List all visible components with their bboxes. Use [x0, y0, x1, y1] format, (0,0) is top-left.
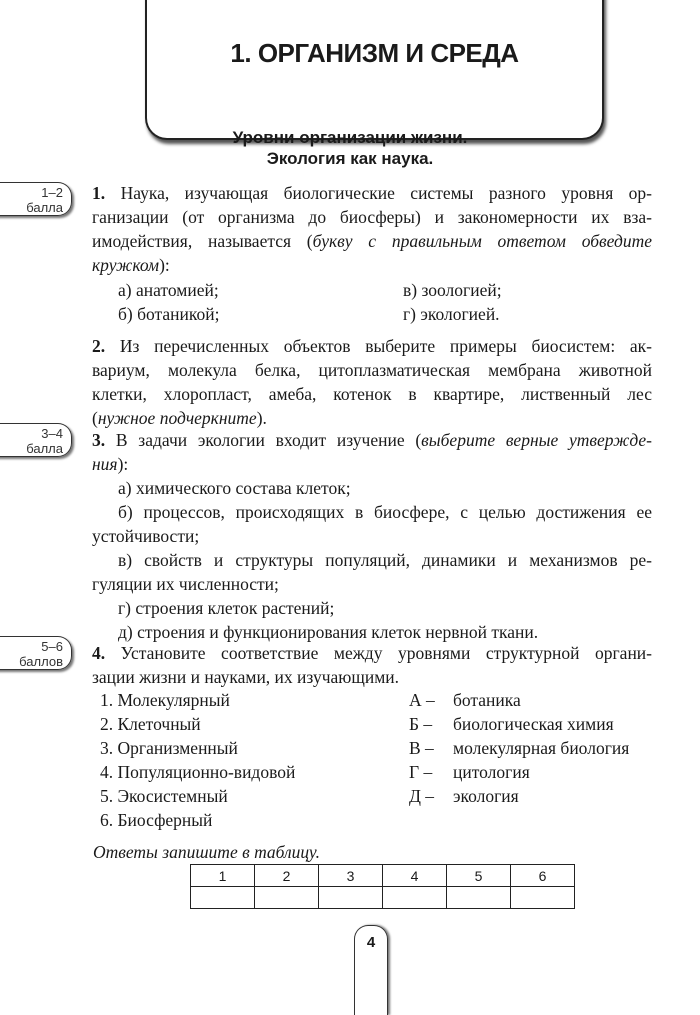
- answer-cell[interactable]: [383, 887, 447, 909]
- level-item: 2. Клеточный: [100, 714, 201, 734]
- chapter-header-box: [145, 0, 604, 140]
- points-badge-q1: 1–2 балла: [0, 182, 72, 216]
- levels-list: [100, 688, 295, 832]
- answer-cell[interactable]: [319, 887, 383, 909]
- table-header-row: 1 2 3 4 5 6: [191, 865, 575, 887]
- level-item: 5. Экосистемный: [100, 786, 228, 806]
- science-item: В – молекулярная биология: [409, 738, 630, 758]
- table-answer-row: [191, 887, 575, 909]
- question-3: 3. В задачи экологии входит изучение (выберите верные утвержде- ния): а) химического состава клеток; б) процессов, происходящих в биосфере, с целью достижения ее устойчивости; в) свойств и структуры популяций, динамики и механизмов ре- гуляции их численности; г) строения клеток растений; д) строения и функционирования клеток нервной ткани.: [92, 430, 653, 642]
- option-v[interactable]: в) зоологией;: [403, 280, 502, 300]
- level-item: 3. Организменный: [100, 738, 238, 758]
- section-subtitle-line-2: Экология как наука.: [266, 149, 434, 168]
- question-1: 1. Наука, изучающая биологические системы разного уровня ор- ганизации (от организма до биосферы) и закономерности их вза- имодействия, называется (букву с правильным ответом обведите кружком):: [92, 183, 653, 275]
- level-item: 6. Биосферный: [100, 810, 213, 830]
- page-number: 4: [354, 925, 388, 1015]
- points-badge-q3: 3–4 балла: [0, 423, 72, 457]
- option-b[interactable]: б) ботаникой;: [118, 304, 220, 324]
- points-badge-q4: 5–6 баллов: [0, 636, 72, 670]
- answer-cell[interactable]: [447, 887, 511, 909]
- level-item: 1. Молекулярный: [100, 690, 230, 710]
- option-g[interactable]: г) экологией.: [403, 304, 500, 324]
- answer-table: [190, 864, 575, 909]
- chapter-title: 1. ОРГАНИЗМ И СРЕДА: [230, 38, 519, 68]
- answer-cell[interactable]: [255, 887, 319, 909]
- question-2: 2. Из перечисленных объектов выберите примеры биосистем: ак- вариум, молекула белка, цитоплазматическая мембрана животной клетки, хлоропласт, амеба, котенок в квартире, лиственный лес (нужное подчеркните).: [92, 336, 652, 428]
- question-4: 4. Установите соответствие между уровнями структурной органи- зации жизни и науками, их изучающими.: [92, 643, 653, 687]
- section-subtitle-line-1: Уровни организации жизни.: [232, 128, 468, 147]
- option-a[interactable]: а) анатомией;: [118, 280, 219, 300]
- science-item: Б – биологическая химия: [409, 714, 614, 734]
- science-item: А – ботаника: [409, 690, 521, 710]
- science-item: Д – экология: [409, 786, 519, 806]
- science-item: Г – цитология: [409, 762, 530, 782]
- answer-cell[interactable]: [191, 887, 255, 909]
- q1-options-right: [403, 278, 502, 326]
- q1-options-left: [118, 278, 219, 326]
- level-item: 4. Популяционно-видовой: [100, 762, 296, 782]
- sciences-list: [409, 688, 629, 808]
- answer-instruction: Ответы запишите в таблицу.: [93, 842, 320, 862]
- answer-cell[interactable]: [511, 887, 575, 909]
